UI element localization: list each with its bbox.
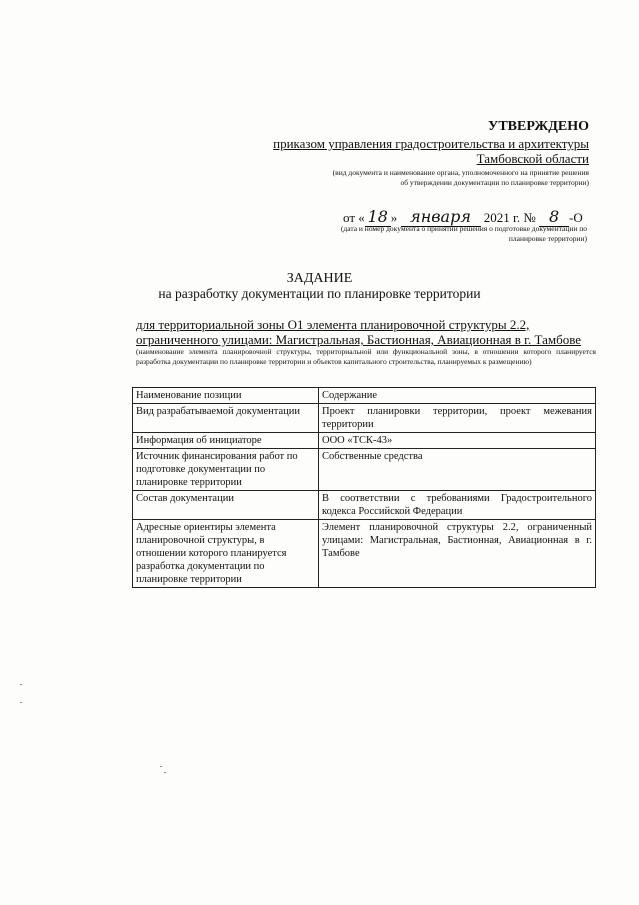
issuer-caption: (вид документа и наименование органа, уполномоченного на принятие решения об утверждении документации по планировке территории) bbox=[332, 168, 589, 187]
scan-speck bbox=[164, 772, 166, 773]
document-title: ЗАДАНИЕ bbox=[286, 271, 353, 286]
document-number: 8 bbox=[539, 207, 569, 227]
subject-caption: (наименование элемента планировочной структуры, территориальной или функциональной зоны, в отношении которого планируется разработка документации по планировке территории и объектов капитального строительства, планируемых к размещению) bbox=[136, 347, 596, 366]
date-mid: » bbox=[390, 210, 398, 225]
table-row bbox=[133, 520, 596, 588]
table-cell-content: Собственные средства bbox=[319, 449, 596, 491]
table-cell-content: В соответствии с требованиями Градостроительного кодекса Российской Федерации bbox=[319, 491, 596, 520]
issuer-line-1: приказом управления градостроительства и архитектуры bbox=[273, 136, 589, 151]
scan-speck bbox=[20, 702, 22, 703]
number-suffix: -О bbox=[569, 210, 583, 225]
date-year: 2021 г. № bbox=[483, 210, 536, 225]
date-caption: (дата и номер документа о принятии решения о подготовке документации по планировке территории) bbox=[340, 224, 587, 243]
table-cell-position: Информация об инициаторе bbox=[133, 433, 319, 449]
table-cell-position: Адресные ориентиры элемента планировочной структуры, в отношении которого планируется разработка документации по планировке территории bbox=[133, 520, 319, 588]
table-row bbox=[133, 449, 596, 491]
date-month: января bbox=[401, 207, 481, 227]
table-cell-content: Проект планировки территории, проект межевания территории bbox=[319, 404, 596, 433]
date-day: 18 bbox=[365, 207, 391, 227]
date-prefix: от « bbox=[343, 210, 365, 225]
subject-line-1: для территориальной зоны О1 элемента планировочной структуры 2.2, bbox=[136, 317, 530, 332]
table-cell-position: Состав документации bbox=[133, 491, 319, 520]
scan-speck bbox=[20, 684, 22, 685]
document-subtitle: на разработку документации по планировке территории bbox=[158, 286, 481, 301]
approval-stamp: УТВЕРЖДЕНО bbox=[488, 119, 589, 134]
table-row bbox=[133, 433, 596, 449]
table-cell-content: ООО «ТСК-43» bbox=[319, 433, 596, 449]
table-row bbox=[133, 404, 596, 433]
table-cell-position: Вид разрабатываемой документации bbox=[133, 404, 319, 433]
scan-speck bbox=[160, 766, 162, 767]
assignment-table bbox=[132, 387, 596, 588]
table-header-cell: Содержание bbox=[319, 388, 596, 404]
issuer-line-2: Тамбовской области bbox=[476, 151, 589, 166]
table-row bbox=[133, 491, 596, 520]
subject-line-2: ограниченного улицами: Магистральная, Бастионная, Авиационная в г. Тамбове bbox=[136, 332, 582, 347]
table-header-row bbox=[133, 388, 596, 404]
table-header-cell: Наименование позиции bbox=[133, 388, 319, 404]
table-cell-position: Источник финансирования работ по подготовке документации по планировке территории bbox=[133, 449, 319, 491]
table-cell-content: Элемент планировочной структуры 2.2, ограниченный улицами: Магистральная, Бастионная, Авиационная в г. Тамбове bbox=[319, 520, 596, 588]
